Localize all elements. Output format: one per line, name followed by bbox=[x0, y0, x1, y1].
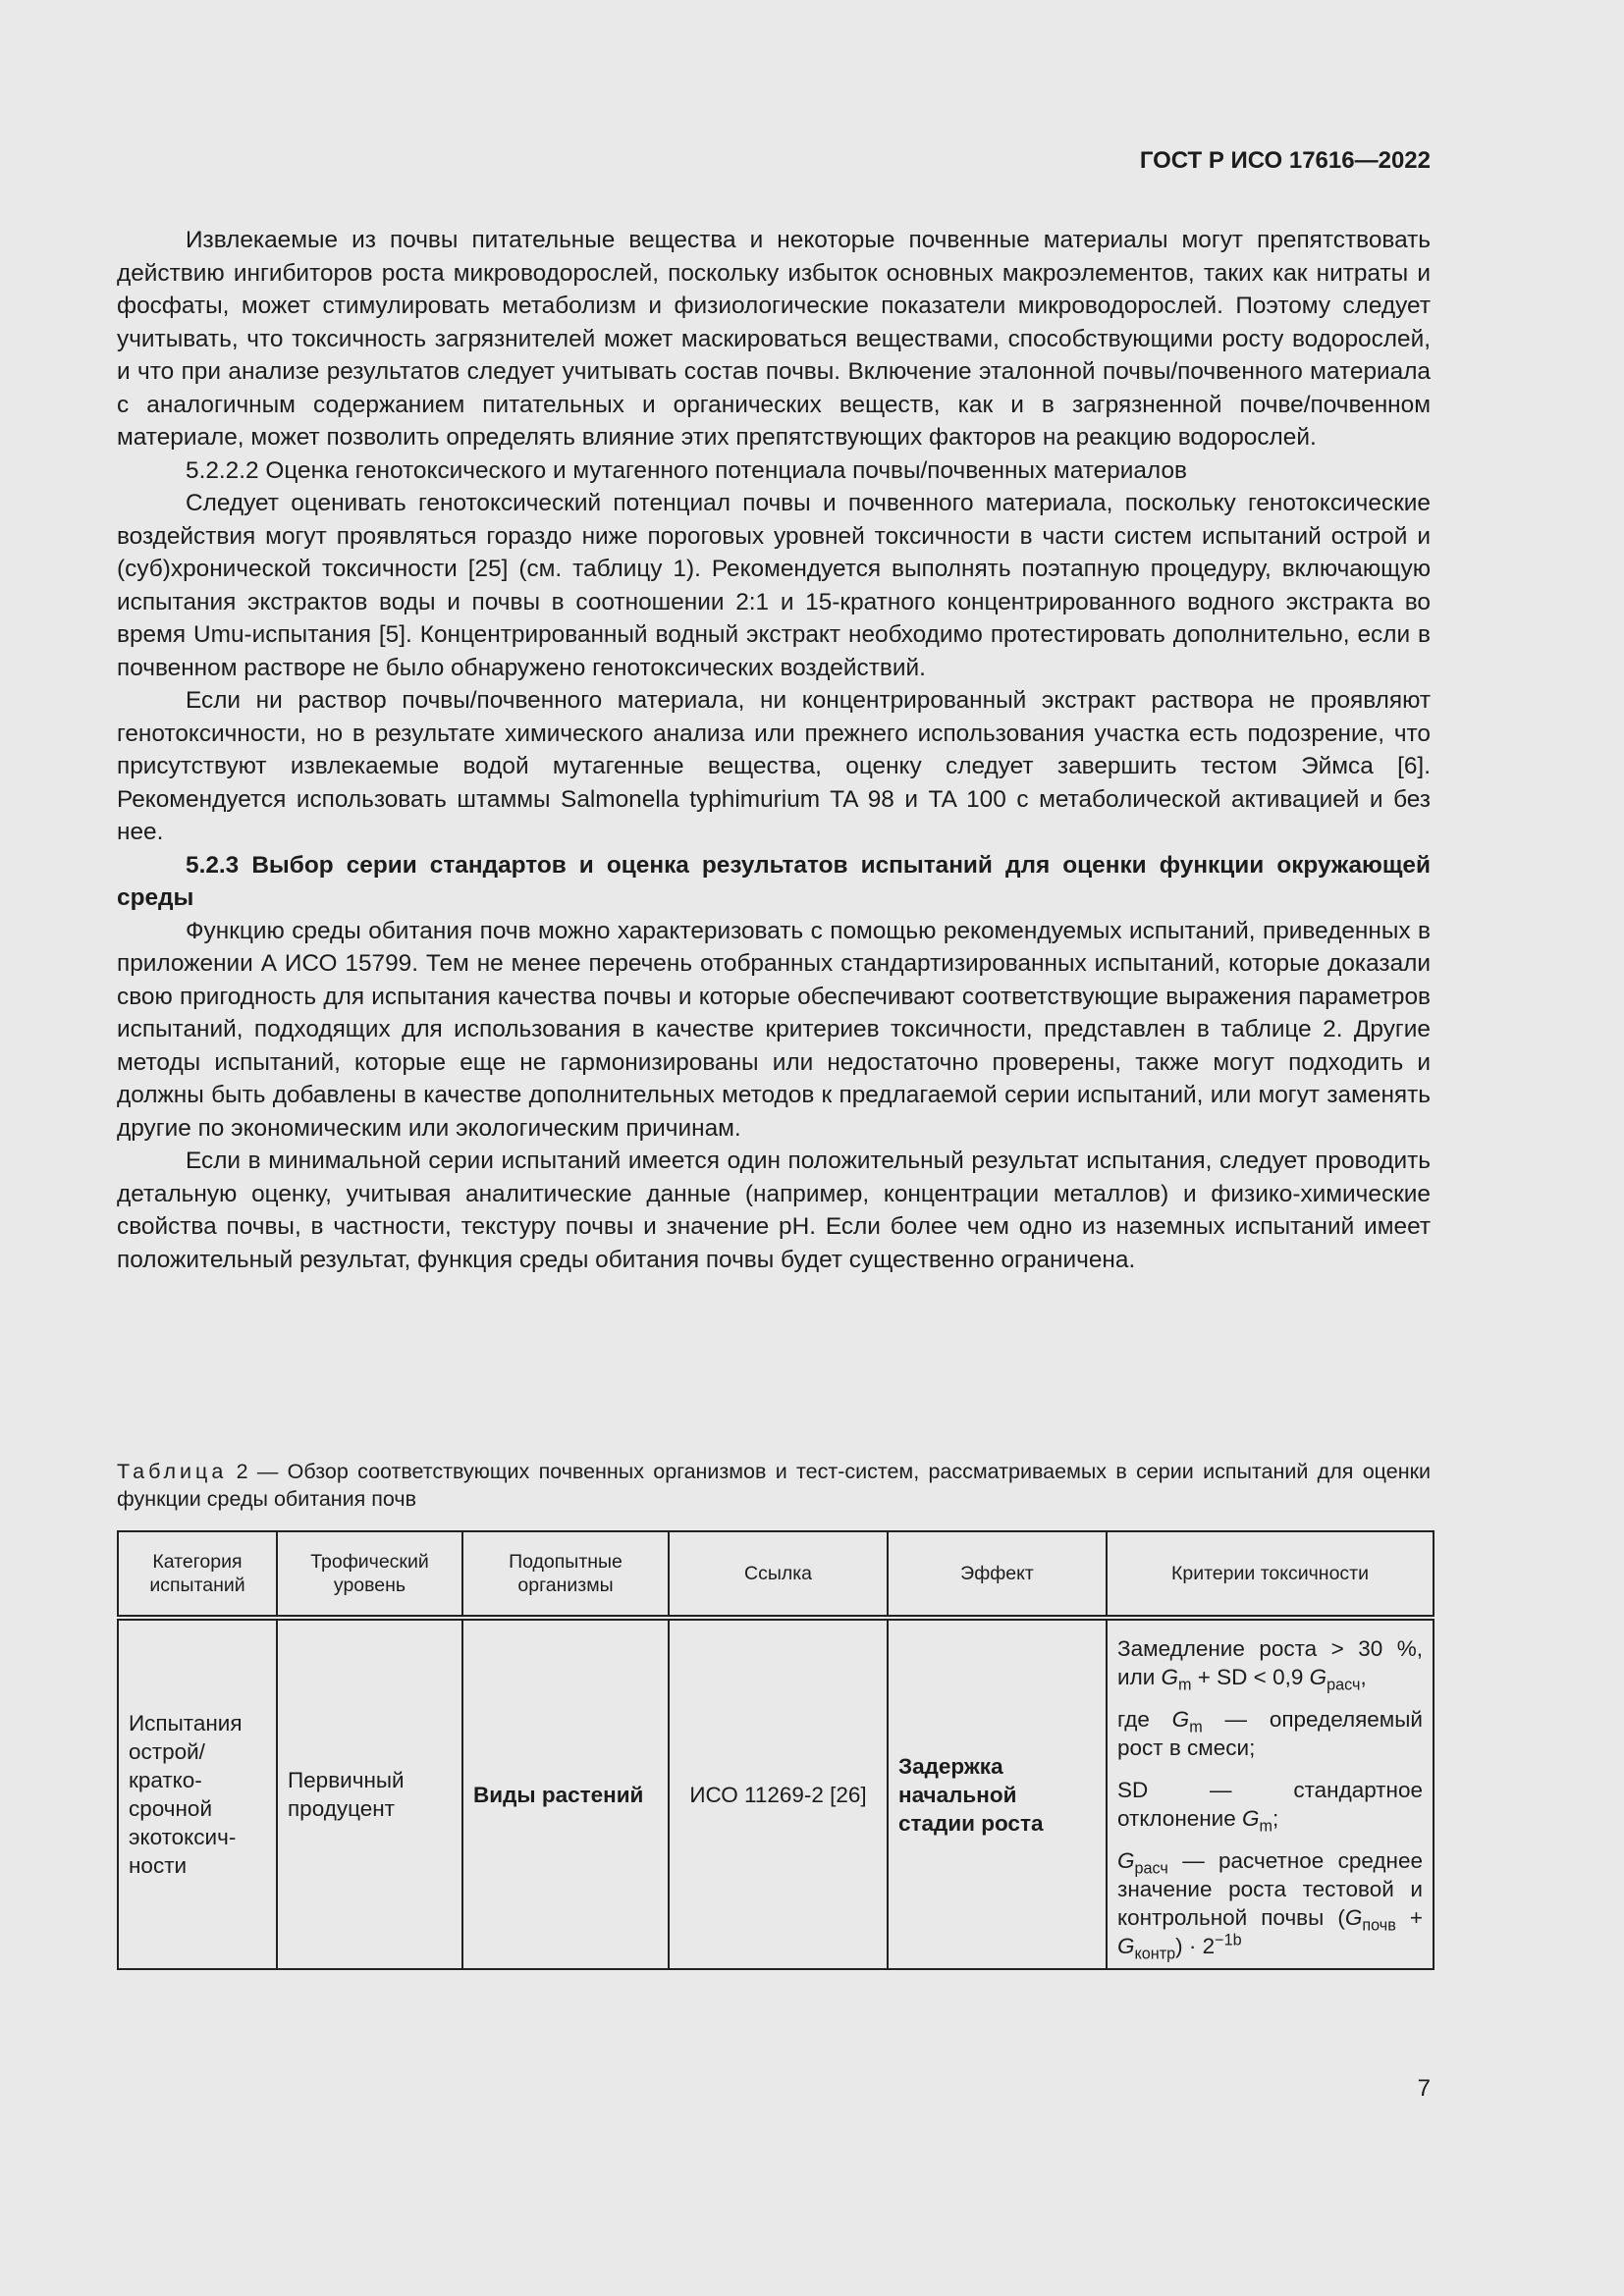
table-caption bbox=[117, 1458, 1431, 1513]
section-heading-5-2-3: 5.2.3 Выбор серии стандартов и оценка результатов испытаний для оценки функции окружающей среды bbox=[117, 851, 1431, 911]
criteria-sd-definition: SD — стандартное отклонение $G_m$; bbox=[1117, 1778, 1423, 1836]
header-test-organisms: Подопытные организмы bbox=[462, 1531, 669, 1618]
header-effect: Эффект bbox=[888, 1531, 1107, 1618]
criteria-grasch-definition: $G_{расч}$ — расчетное среднее значение роста тестовой и контрольной почвы $(G_{почв} + G_{контр}) \cdot 2^{-1b}$ bbox=[1117, 1848, 1423, 1963]
body-text bbox=[117, 224, 1431, 1276]
cell-toxicity-criteria bbox=[1107, 1618, 1434, 1969]
table-caption-label: Таблица bbox=[117, 1460, 228, 1483]
header-toxicity-criteria: Критерии токсичности bbox=[1107, 1531, 1434, 1618]
paragraph: Если ни раствор почвы/почвенного материала, ни концентрированный экстракт раствора не проявляют генотоксичности, но в результате химического анализа или прежнего использования участка есть подозрение, что присутствуют извлекаемые водой мутагенные вещества, оценку следует завершить тестом Эймса [6]. Рекомендуется использовать штаммы Salmonella typhimurium TA 98 и TA 100 с метаболической активацией и без нее. bbox=[117, 687, 1431, 845]
page-number: 7 bbox=[1417, 2075, 1431, 2102]
header-reference: Ссылка bbox=[669, 1531, 888, 1618]
cell-effect: Задержка начальной стадии роста bbox=[888, 1618, 1107, 1969]
paragraph: Следует оценивать генотоксический потенциал почвы и почвенного материала, поскольку генотоксические воздействия могут проявляться гораздо ниже пороговых уровней токсичности в части систем испытаний острой и (суб)хронической токсичности [25] (см. таблицу 1). Рекомендуется выполнять поэтапную процедуру, включающую испытания экстрактов воды и почвы в соотношении 2:1 и 15-кратного концентрированного водного экстракта во время Umu-испытания [5]. Концентрированный водный экстракт необходимо протестировать дополнительно, если в почвенном растворе не было обнаружено генотоксических воздействий. bbox=[117, 490, 1431, 681]
table-row bbox=[118, 1618, 1434, 1969]
table-header-row bbox=[118, 1531, 1434, 1618]
cell-category: Испытания острой/краткосрочной экотоксичности bbox=[118, 1618, 277, 1969]
standard-code-header: ГОСТ Р ИСО 17616—2022 bbox=[1139, 147, 1431, 174]
cell-reference: ИСО 11269-2 [26] bbox=[669, 1618, 888, 1969]
header-category: Категория испытаний bbox=[118, 1531, 277, 1618]
paragraph: Извлекаемые из почвы питательные вещества и некоторые почвенные материалы могут препятствовать действию ингибиторов роста микроводорослей, поскольку избыток основных макроэлементов, таких как нитраты и фосфаты, может стимулировать метаболизм и физиологические показатели микроводорослей. Поэтому следует учитывать, что токсичность загрязнителей может маскироваться веществами, способствующими росту водорослей, и что при анализе результатов следует учитывать состав почвы. Включение эталонной почвы/почвенного материала с аналогичным содержанием питательных и органических веществ, как и в загрязненной почве/почвенном материале, может позволить определять влияние этих препятствующих факторов на реакцию водорослей. bbox=[117, 227, 1431, 451]
section-heading-5-2-2-2: 5.2.2.2 Оценка генотоксического и мутагенного потенциала почвы/почвенных материалов bbox=[186, 456, 1187, 484]
criteria-gm-definition: где $G_m$ — определяемый рост в смеси; bbox=[1117, 1707, 1423, 1760]
cell-trophic-level: Первичный продуцент bbox=[277, 1618, 462, 1969]
table-2 bbox=[117, 1530, 1435, 1970]
paragraph: Функцию среды обитания почв можно характеризовать с помощью рекомендуемых испытаний, приведенных в приложении А ИСО 15799. Тем не менее перечень отобранных стандартизированных испытаний, которые доказали свою пригодность для испытания качества почвы и которые обеспечивают соответствующие выражения параметров испытаний, подходящих для использования в качестве критериев токсичности, представлен в таблице 2. Другие методы испытаний, которые еще не гармонизированы или недостаточно проверены, также могут подходить и должны быть добавлены в качестве дополнительных методов к предлагаемой серии испытаний, или могут заменять другие по экономическим или экологическим причинам. bbox=[117, 917, 1431, 1142]
criteria-growth-inhibition: Замедление роста > 30 %, или $G_m$ + SD < 0,9 $G_{расч}$, bbox=[1117, 1636, 1423, 1694]
paragraph: Если в минимальной серии испытаний имеется один положительный результат испытания, следует проводить детальную оценку, учитывая аналитические данные (например, концентрации металлов) и физико-химические свойства почвы, в частности, текстуру почвы и значение рН. Если более чем одно из наземных испытаний имеет положительный результат, функция среды обитания почвы будет существенно ограничена. bbox=[117, 1148, 1431, 1273]
cell-test-organisms: Виды растений bbox=[462, 1618, 669, 1969]
header-trophic-level: Трофический уровень bbox=[277, 1531, 462, 1618]
table-caption-text: 2 — Обзор соответствующих почвенных организмов и тест-систем, рассматриваемых в серии испытаний для оценки функции среды обитания почв bbox=[117, 1460, 1431, 1511]
